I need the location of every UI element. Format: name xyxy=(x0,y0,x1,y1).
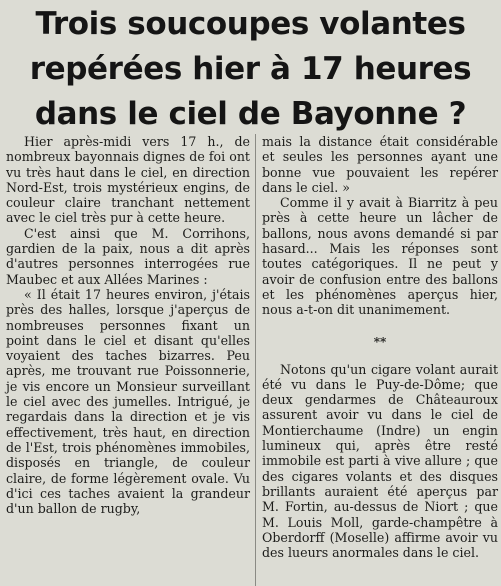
headline-line-1: Trois soucoupes volantes xyxy=(35,6,466,42)
section-separator: ** xyxy=(373,334,387,349)
column-divider xyxy=(255,134,256,586)
left-column xyxy=(6,134,250,516)
paragraph: Hier après-midi vers 17 h., de nombreux bayonnais dignes de foi ont vu très haut dans le ciel, en direction Nord-Est, trois mystérieux engins, de couleur claire tranchant nettement avec le ciel très pur à cette heure. xyxy=(6,134,250,226)
right-column xyxy=(262,134,498,560)
paragraph: mais la distance était considérable et seules les personnes ayant une bonne vue pouvaient les repérer dans le ciel. » xyxy=(262,134,498,195)
paragraph: C'est ainsi que M. Corrihons, gardien de la paix, nous a dit après d'autres personnes interrogées rue Maubec et aux Allées Marines : xyxy=(6,225,250,287)
paragraph: Notons qu'un cigare volant aurait été vu dans le Puy-de-Dôme; que deux gendarmes de Châteauroux assurent avoir vu dans le ciel de Montierchaume (Indre) un engin lumineux qui, après être resté immobile est parti à vive allure ; que des cigares volants et des disques brillants auraient été aperçus par M. Fortin, au-dessus de Niort ; que M. Louis Moll, garde-champêtre à Oberdorff (Moselle) affirme avoir vu des lueurs anormales dans le ciel. xyxy=(262,361,498,561)
headline-line-2: repérées hier à 17 heures xyxy=(29,51,472,87)
article-headline xyxy=(0,0,501,137)
paragraph: Comme il y avait à Biarritz à peu près à cette heure un lâcher de ballons, nous avons demandé si par hasard... Mais les réponses sont toutes catégoriques. Il ne peut y avoir de confusion entre des ballons et les phénomènes aperçus hier, nous a-t-on dit unanimement. xyxy=(262,195,498,318)
paragraph: « Il était 17 heures environ, j'étais près des halles, lorsque j'aperçus de nombreuses personnes fixant un point dans le ciel et disant qu'elles voyaient des taches bizarres. Peu après, me trouvant rue Poissonnerie, je vis encore un Monsieur surveillant le ciel avec des jumelles. Intrigué, je regardais dans la direction et je vis effectivement, très haut, en direction de l'Est, trois phénomènes immobiles, disposés en triangle, de couleur claire, de forme légèrement ovale. Vu d'ici ces taches avaient la grandeur d'un ballon de rugby, xyxy=(6,286,250,517)
headline-line-3: dans le ciel de Bayonne ? xyxy=(34,96,467,132)
